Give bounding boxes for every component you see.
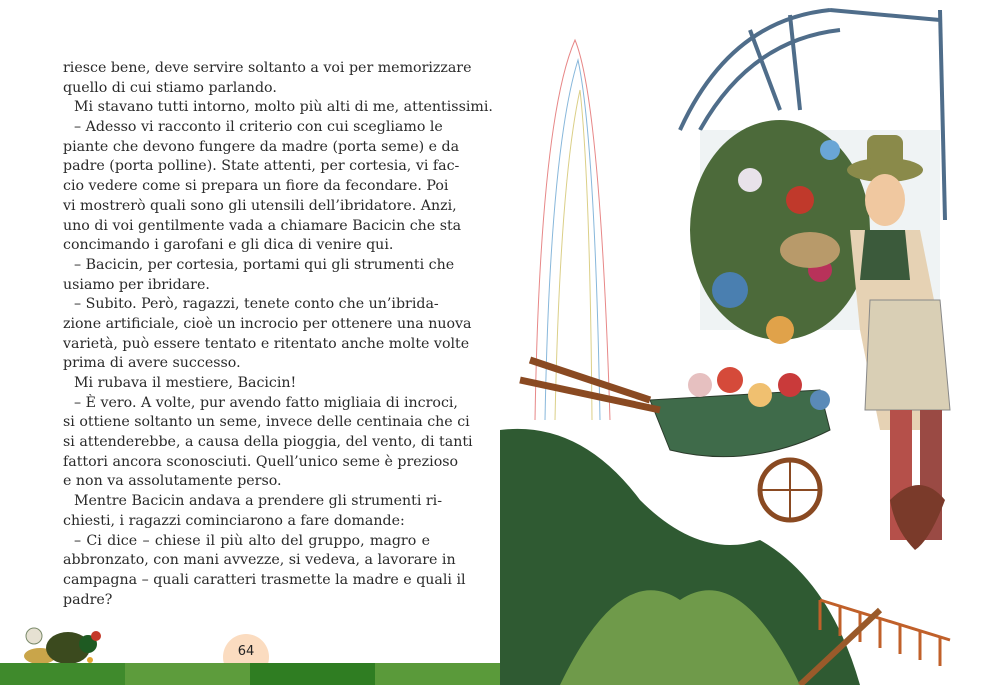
page-number: 64 <box>237 644 255 659</box>
text-line: piante che devono fungere da madre (porta seme) e da <box>63 138 460 155</box>
text-line: – Ci dice – chiese il più alto del gruppo, magro e <box>74 532 430 549</box>
greenhouse-gardener-illustration <box>500 0 1000 685</box>
text-line: e non va assolutamente perso. <box>63 473 282 490</box>
text-line: prima di avere successo. <box>63 355 241 372</box>
text-line: – Subito. Però, ragazzi, tenete conto che un’ibrida- <box>74 296 439 313</box>
text-line: riesce bene, deve servire soltanto a voi per memorizzare <box>63 60 472 76</box>
text-line: uno di voi gentilmente vada a chiamare Bacicin che sta <box>63 217 462 234</box>
text-line: padre (porta polline). State attenti, per cortesia, vi fac- <box>63 158 460 175</box>
text-line: abbronzato, con mani avvezze, si vedeva, a lavorare in <box>63 552 456 569</box>
text-line: – Bacicin, per cortesia, portami qui gli strumenti che <box>74 256 455 273</box>
text-line: Mi rubava il mestiere, Bacicin! <box>74 375 297 391</box>
text-line: Mi stavano tutti intorno, molto più alti di me, attentissimi. <box>74 99 493 116</box>
text-line: – È vero. A volte, pur avendo fatto migliaia di incroci, <box>74 394 458 411</box>
text-line: padre? <box>63 591 113 608</box>
text-line: si ottiene soltanto un seme, invece delle centinaia che ci <box>63 414 470 431</box>
text-line: vi mostrerò quali sono gli utensili dell’ibridatore. Anzi, <box>63 197 457 214</box>
text-line: Mentre Bacicin andava a prendere gli strumenti ri- <box>74 493 443 510</box>
text-line: quello di cui stiamo parlando. <box>63 79 277 96</box>
text-line: – Adesso vi racconto il criterio con cui scegliamo le <box>74 119 443 136</box>
text-line: usiamo per ibridare. <box>63 276 210 293</box>
body-text <box>63 59 493 610</box>
text-line: zione artificiale, cioè un incrocio per ottenere una nuova <box>63 315 472 332</box>
text-line: concimando i garofani e gli dica di venire qui. <box>63 237 394 254</box>
vegetable-basket-decoration <box>18 622 108 664</box>
footer-green-bar <box>0 663 500 685</box>
text-line: cio vedere come si prepara un fiore da fecondare. Poi <box>63 178 449 195</box>
text-line: si attenderebbe, a causa della pioggia, del vento, di tanti <box>63 434 473 451</box>
text-line: campagna – quali caratteri trasmette la madre e quali il <box>63 571 466 588</box>
text-line: varietà, può essere tentato e ritentato anche molte volte <box>63 335 470 352</box>
text-line: chiesti, i ragazzi cominciarono a fare domande: <box>63 512 405 529</box>
text-line: fattori ancora sconosciuti. Quell’unico seme è prezioso <box>63 453 459 470</box>
